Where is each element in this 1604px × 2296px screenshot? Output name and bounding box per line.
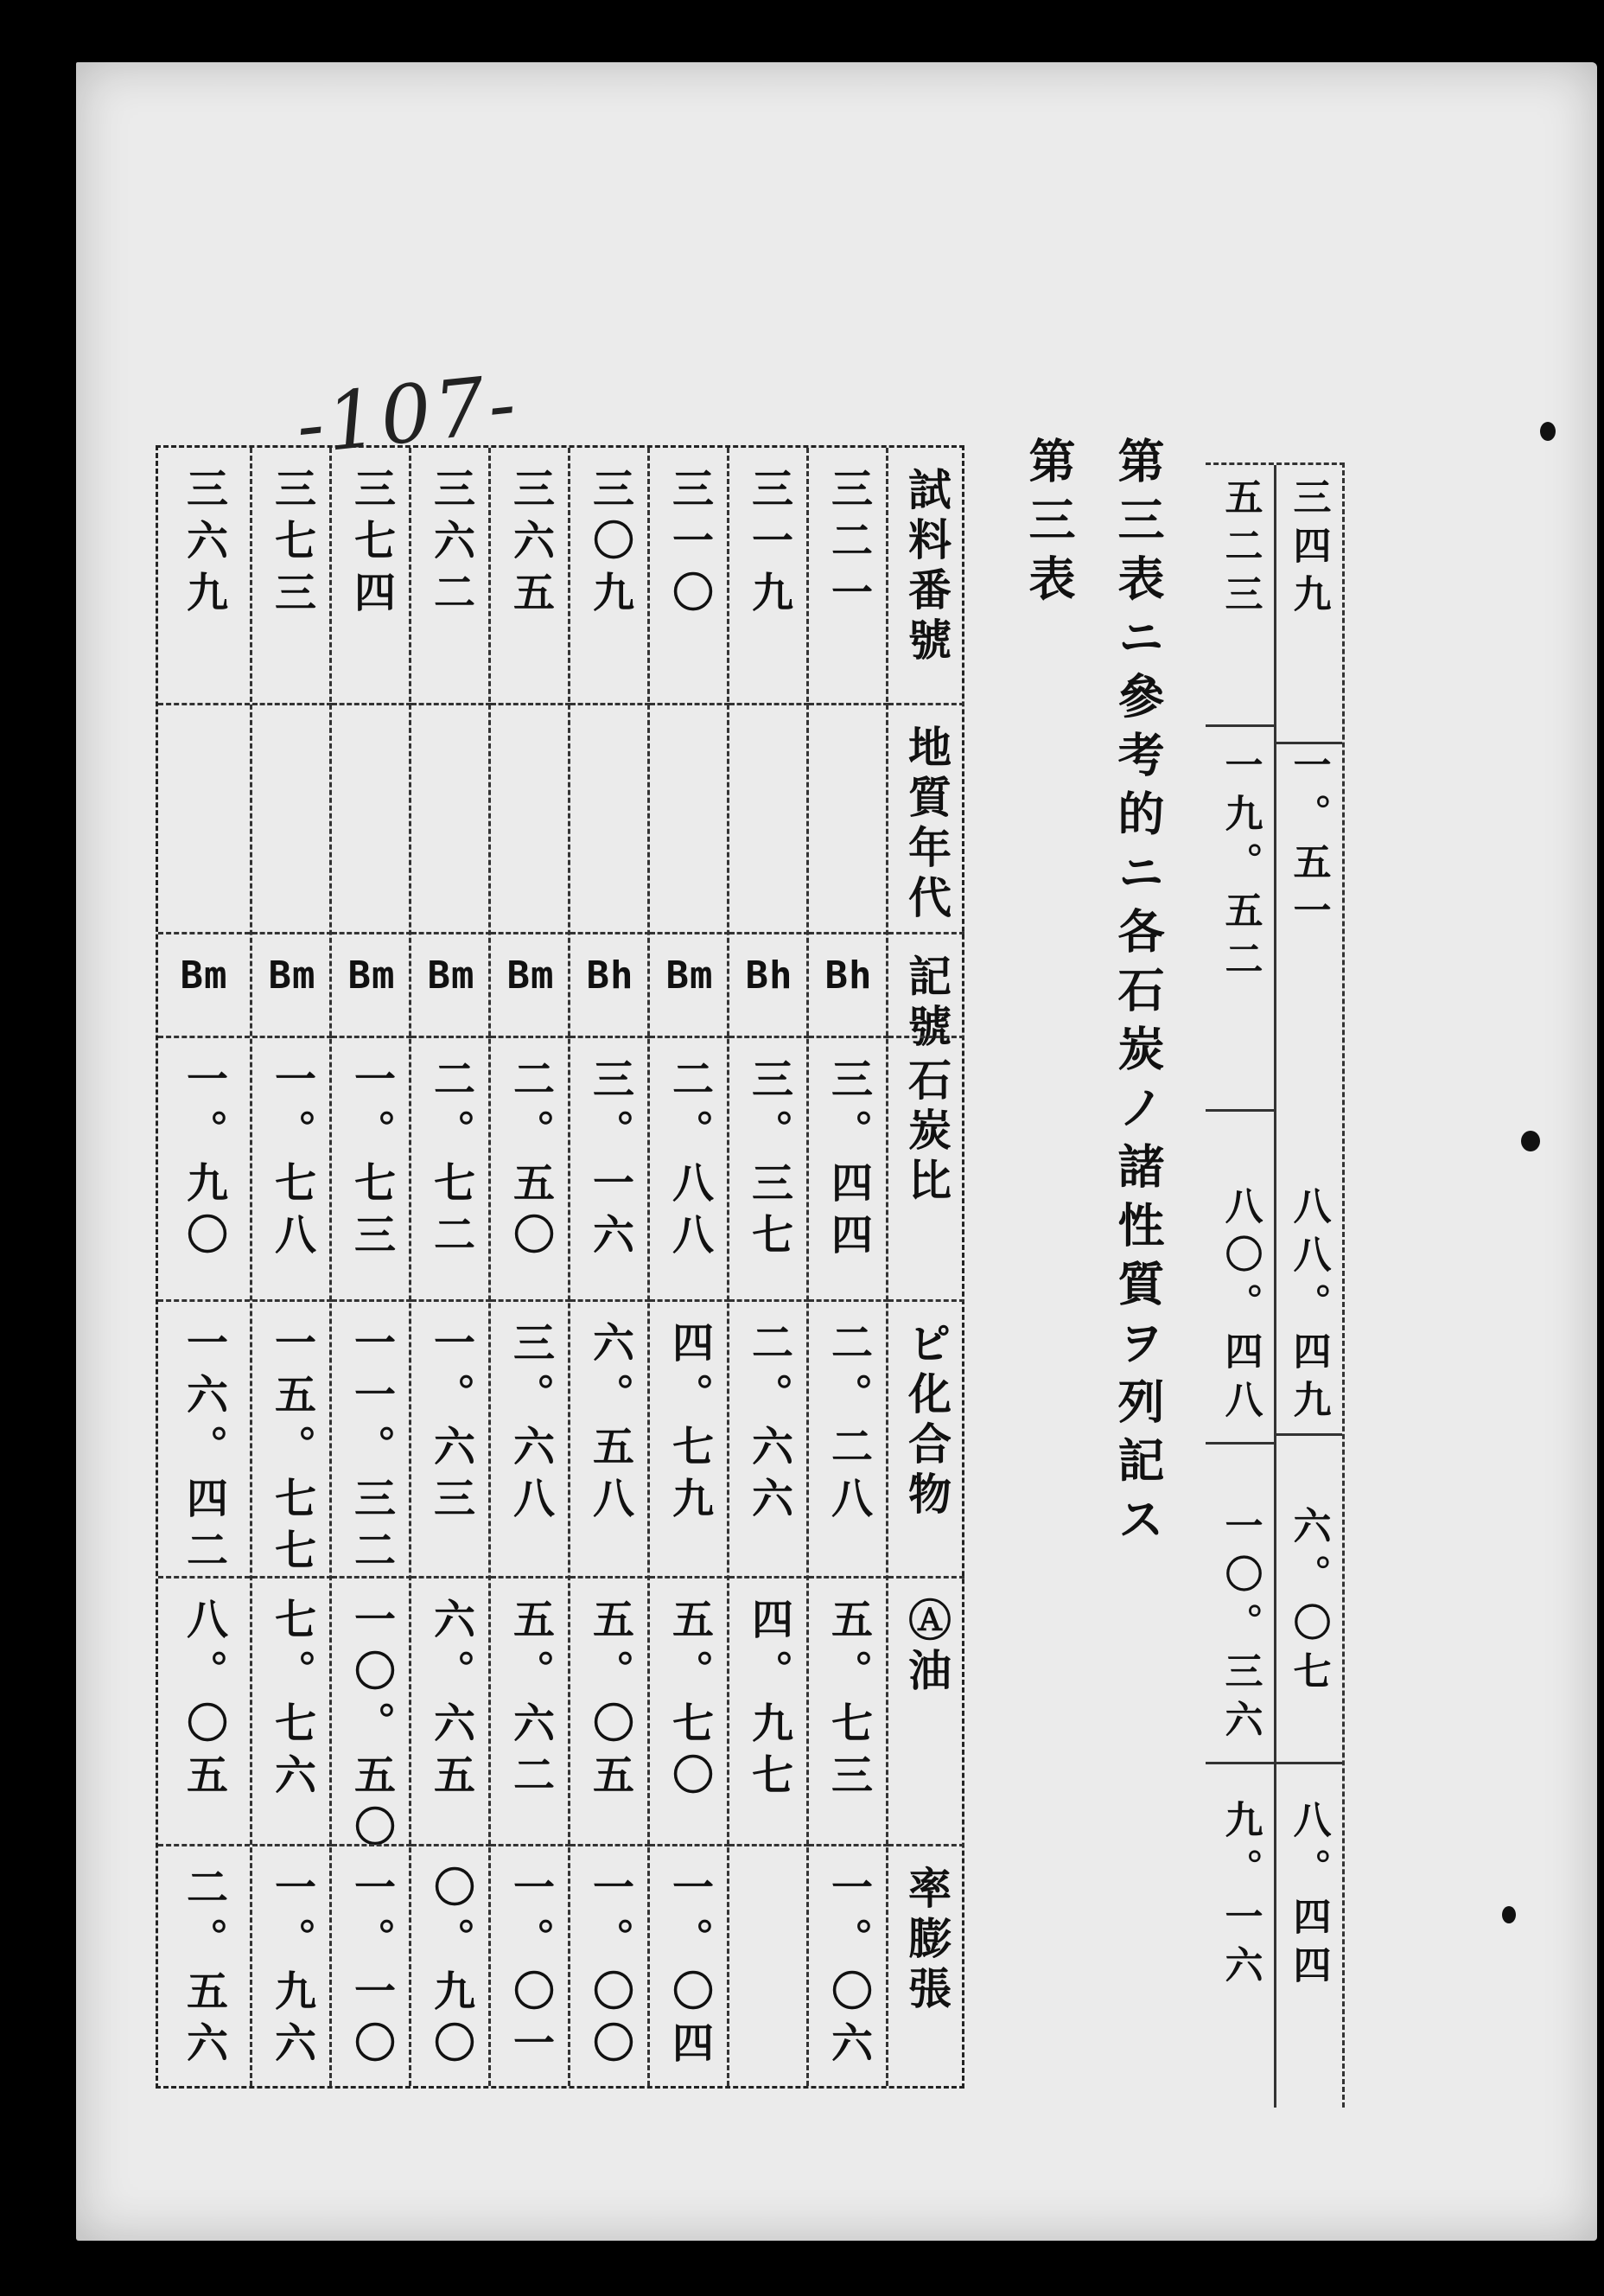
- value: 六。六五: [426, 1598, 475, 1805]
- cell-pyr: [491, 1299, 570, 1578]
- cell-oil: [570, 1576, 650, 1846]
- value: 一六。四二: [179, 1321, 228, 1580]
- extra-column-right: [1274, 465, 1342, 2108]
- value: Bm: [268, 953, 316, 998]
- cell-id: [158, 448, 250, 703]
- cell-ratio: [650, 1036, 729, 1302]
- extra-value: 八。四四: [1286, 1800, 1331, 1993]
- cell-pyr: [411, 1299, 491, 1578]
- value: 一〇。五〇: [347, 1598, 396, 1857]
- cell-sym: [650, 932, 729, 1038]
- value: 三六九: [179, 467, 228, 622]
- cell-ratio: [252, 1036, 332, 1302]
- cell-ratio: [729, 1036, 809, 1302]
- value: 二。五六: [179, 1866, 228, 2073]
- value: 六。五八: [585, 1321, 634, 1528]
- value: 一。七八: [267, 1057, 316, 1265]
- extra-value: 六。〇七: [1286, 1506, 1331, 1700]
- cell-pyr: [252, 1299, 332, 1578]
- cell-age: [650, 703, 729, 934]
- extra-cell: [1274, 733, 1342, 1174]
- cell-oil: [332, 1576, 411, 1857]
- header-label: 記號: [901, 953, 952, 1054]
- value: Bh: [824, 953, 873, 998]
- extra-value: 三四九: [1286, 477, 1331, 622]
- value: 一。九〇: [179, 1057, 228, 1265]
- cell-ratio: [570, 1036, 650, 1302]
- value: Bm: [347, 953, 396, 998]
- cell-age: [729, 703, 809, 934]
- extra-divider: [1206, 1109, 1274, 1112]
- extra-cell: [1274, 1174, 1342, 1476]
- value: 一。〇六: [824, 1866, 873, 2073]
- cell-oil: [809, 1576, 888, 1846]
- extra-cell: [1274, 465, 1342, 733]
- cell-exp: [252, 1844, 332, 2089]
- value: 三。三七: [744, 1057, 793, 1265]
- value: 七。七六: [267, 1598, 316, 1805]
- value: 一。七三: [347, 1057, 396, 1265]
- cell-exp: [411, 1844, 491, 2089]
- extra-value: 五二三: [1218, 477, 1263, 622]
- scan-speck: [1502, 1906, 1516, 1923]
- cell-age: [491, 703, 570, 934]
- cell-ratio: [158, 1036, 250, 1302]
- extra-value: 一九。五二: [1218, 745, 1263, 987]
- cell-exp: [650, 1844, 729, 2089]
- table-row: [647, 448, 729, 2086]
- cell-id: [252, 448, 332, 703]
- value: 三。一六: [585, 1057, 634, 1265]
- header-column: [886, 448, 964, 2086]
- value: 一。〇〇: [585, 1866, 634, 2073]
- value: 三七三: [267, 467, 316, 622]
- table-label: 第三表: [1022, 437, 1076, 613]
- value: 三一〇: [665, 467, 714, 622]
- value: Bm: [506, 953, 555, 998]
- value: 二。八八: [665, 1057, 714, 1265]
- extra-cell: [1274, 1494, 1342, 1779]
- cell-age: [570, 703, 650, 934]
- extra-cell: [1206, 733, 1274, 1174]
- value: 四。九七: [744, 1598, 793, 1805]
- header-cell: [888, 703, 964, 934]
- value: Bm: [427, 953, 475, 998]
- value: 三七四: [347, 467, 396, 622]
- cell-pyr: [158, 1299, 250, 1578]
- value: 一。〇一: [506, 1866, 555, 2073]
- cell-id: [411, 448, 491, 703]
- cell-pyr: [332, 1299, 411, 1578]
- value: 三六二: [426, 467, 475, 622]
- cell-id: [650, 448, 729, 703]
- value: 三。六八: [506, 1321, 555, 1528]
- table-caption: 第三表ニ參考的ニ各石炭ノ諸性質ヲ列記ス: [1111, 437, 1165, 1553]
- value: 一。九六: [267, 1866, 316, 2073]
- page-number: -107-: [291, 356, 524, 473]
- cell-pyr: [650, 1299, 729, 1578]
- cell-age: [809, 703, 888, 934]
- cell-exp: [570, 1844, 650, 2089]
- value: 三二一: [824, 467, 873, 622]
- cell-exp: [332, 1844, 411, 2089]
- extra-value: 八八。四九: [1286, 1186, 1331, 1428]
- table-row: [409, 448, 491, 2086]
- value: 〇。九〇: [426, 1866, 475, 2073]
- extra-value: 一〇。三六: [1218, 1506, 1263, 1748]
- cell-sym: [491, 932, 570, 1038]
- extra-value: 九。一六: [1218, 1800, 1263, 1993]
- value: Bh: [745, 953, 793, 998]
- header-cell: [888, 448, 964, 703]
- table-row: [158, 448, 250, 2086]
- extra-value: 八〇。四八: [1218, 1186, 1263, 1428]
- value: 一。一〇: [347, 1866, 396, 2073]
- extra-divider: [1206, 1442, 1274, 1445]
- cell-age: [332, 703, 411, 934]
- cell-age: [158, 703, 250, 934]
- value: 一五。七七: [267, 1321, 316, 1580]
- header-label: 地質年代: [901, 724, 952, 925]
- table-row: [568, 448, 650, 2086]
- cell-ratio: [809, 1036, 888, 1302]
- extra-divider: [1206, 1762, 1274, 1764]
- extra-divider: [1274, 1433, 1342, 1436]
- coal-properties-table: [156, 445, 964, 2089]
- cell-id: [332, 448, 411, 703]
- header-cell: [888, 1299, 964, 1578]
- value: 一。〇四: [665, 1866, 714, 2073]
- cell-ratio: [411, 1036, 491, 1302]
- value: 八。〇五: [179, 1598, 228, 1805]
- value: 二。六六: [744, 1321, 793, 1528]
- header-label: ピ化合物: [901, 1321, 952, 1521]
- cell-id: [491, 448, 570, 703]
- cell-id: [809, 448, 888, 703]
- cell-sym: [729, 932, 809, 1038]
- cell-age: [411, 703, 491, 934]
- extra-cell: [1206, 1788, 1274, 2108]
- cell-age: [252, 703, 332, 934]
- value: Bh: [586, 953, 634, 998]
- value: 五。六二: [506, 1598, 555, 1805]
- value: Bm: [180, 953, 228, 998]
- cell-exp: [809, 1844, 888, 2089]
- cell-oil: [158, 1576, 250, 1846]
- cell-sym: [158, 932, 250, 1038]
- cell-id: [570, 448, 650, 703]
- header-label: 石炭比: [901, 1057, 952, 1208]
- value: Bm: [665, 953, 714, 998]
- extra-cell: [1206, 1174, 1274, 1476]
- scan-speck: [1521, 1131, 1540, 1151]
- cell-id: [729, 448, 809, 703]
- table-row: [329, 448, 411, 2086]
- value: 三〇九: [585, 467, 634, 622]
- cell-sym: [332, 932, 411, 1038]
- header-cell: [888, 1576, 964, 1846]
- value: 五。七〇: [665, 1598, 714, 1805]
- extra-divider: [1274, 1762, 1342, 1764]
- extra-cell: [1274, 1788, 1342, 2108]
- value: 三。四四: [824, 1057, 873, 1265]
- value: 一。六三: [426, 1321, 475, 1528]
- value: 三六五: [506, 467, 555, 622]
- cell-oil: [729, 1576, 809, 1846]
- header-cell: [888, 1844, 964, 2089]
- value: 五。〇五: [585, 1598, 634, 1805]
- cell-pyr: [570, 1299, 650, 1578]
- header-label: 率膨張: [901, 1866, 952, 2016]
- extra-value: 一。五一: [1286, 745, 1331, 939]
- extra-cell: [1206, 465, 1274, 733]
- cell-oil: [650, 1576, 729, 1846]
- cell-exp: [158, 1844, 250, 2089]
- cell-ratio: [491, 1036, 570, 1302]
- extra-table: [1206, 462, 1345, 2108]
- header-cell: [888, 1036, 964, 1302]
- cell-ratio: [332, 1036, 411, 1302]
- value: 三一九: [744, 467, 793, 622]
- value: 二。五〇: [506, 1057, 555, 1265]
- cell-pyr: [729, 1299, 809, 1578]
- cell-oil: [411, 1576, 491, 1846]
- table-row: [727, 448, 809, 2086]
- cell-exp: [491, 1844, 570, 2089]
- value: 四。七九: [665, 1321, 714, 1528]
- extra-column-left: [1206, 465, 1276, 2108]
- scan-speck: [1540, 422, 1556, 441]
- cell-exp: [729, 1844, 809, 2089]
- extra-divider: [1206, 724, 1274, 727]
- cell-sym: [411, 932, 491, 1038]
- table-row: [488, 448, 570, 2086]
- table-row: [806, 448, 888, 2086]
- table-row: [250, 448, 332, 2086]
- header-cell: [888, 932, 964, 1054]
- value: 五。七三: [824, 1598, 873, 1805]
- extra-divider: [1274, 742, 1342, 744]
- value: 二。二八: [824, 1321, 873, 1528]
- value: 二。七二: [426, 1057, 475, 1265]
- cell-sym: [809, 932, 888, 1038]
- header-label: 試料番號: [901, 467, 952, 667]
- extra-cell: [1206, 1494, 1274, 1779]
- cell-sym: [252, 932, 332, 1038]
- header-label: Ⓐ油: [901, 1598, 952, 1698]
- cell-sym: [570, 932, 650, 1038]
- value: 一一。三二: [347, 1321, 396, 1580]
- cell-oil: [252, 1576, 332, 1846]
- cell-oil: [491, 1576, 570, 1846]
- cell-pyr: [809, 1299, 888, 1578]
